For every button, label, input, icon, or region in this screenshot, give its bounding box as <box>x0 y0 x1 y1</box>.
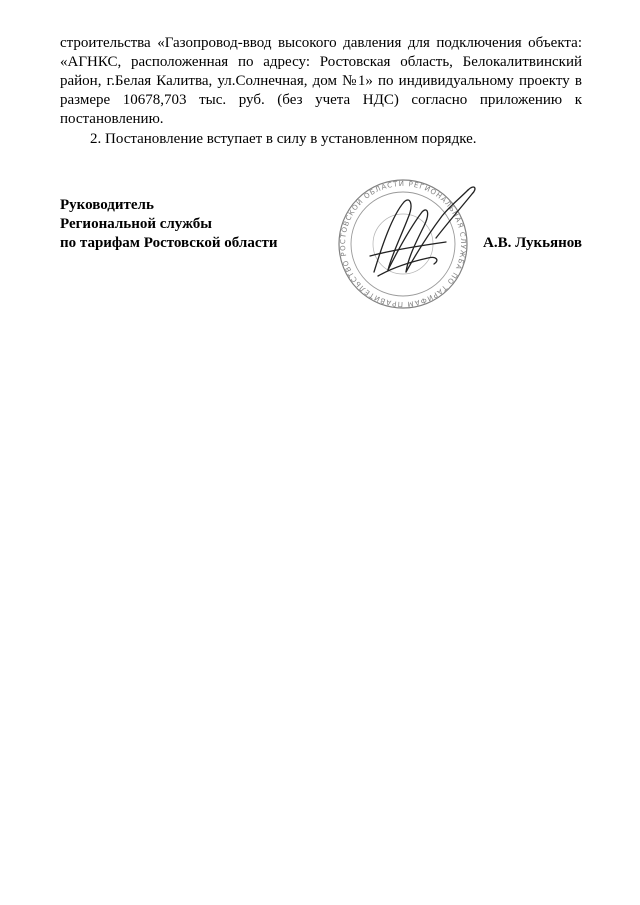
official-seal-and-signature <box>318 176 488 316</box>
signature-block <box>60 179 582 316</box>
signatory-title <box>60 196 278 253</box>
seal-inner-ring <box>351 192 455 296</box>
paragraph-2: 2. Постановление вступает в силу в установленном порядке. <box>90 131 477 147</box>
document-body <box>60 34 582 149</box>
paragraph-1: строительства «Газопровод-ввод высокого давления для подключения объекта: «АГНКС, расположенная по адресу: Ростовская область, Белокалитвинский район, г.Белая Калитва, ул.Солнечная, дом №1» по индивидуальному проекту в размере 10678,703 тыс. руб. (без учета НДС) согласно приложению к постановлению. <box>60 35 582 127</box>
seal-text: ПРАВИТЕЛЬСТВО РОСТОВСКОЙ ОБЛАСТИ РЕГИОНАЛЬНАЯ СЛУЖБА ПО ТАРИФАМ <box>338 179 468 309</box>
signatory-title-line-3: по тарифам Ростовской области <box>60 235 278 251</box>
signatory-title-line-2: Региональной службы <box>60 216 212 232</box>
signer-name: А.В. Лукьянов <box>483 235 582 251</box>
signatory-title-line-1: Руководитель <box>60 197 154 213</box>
